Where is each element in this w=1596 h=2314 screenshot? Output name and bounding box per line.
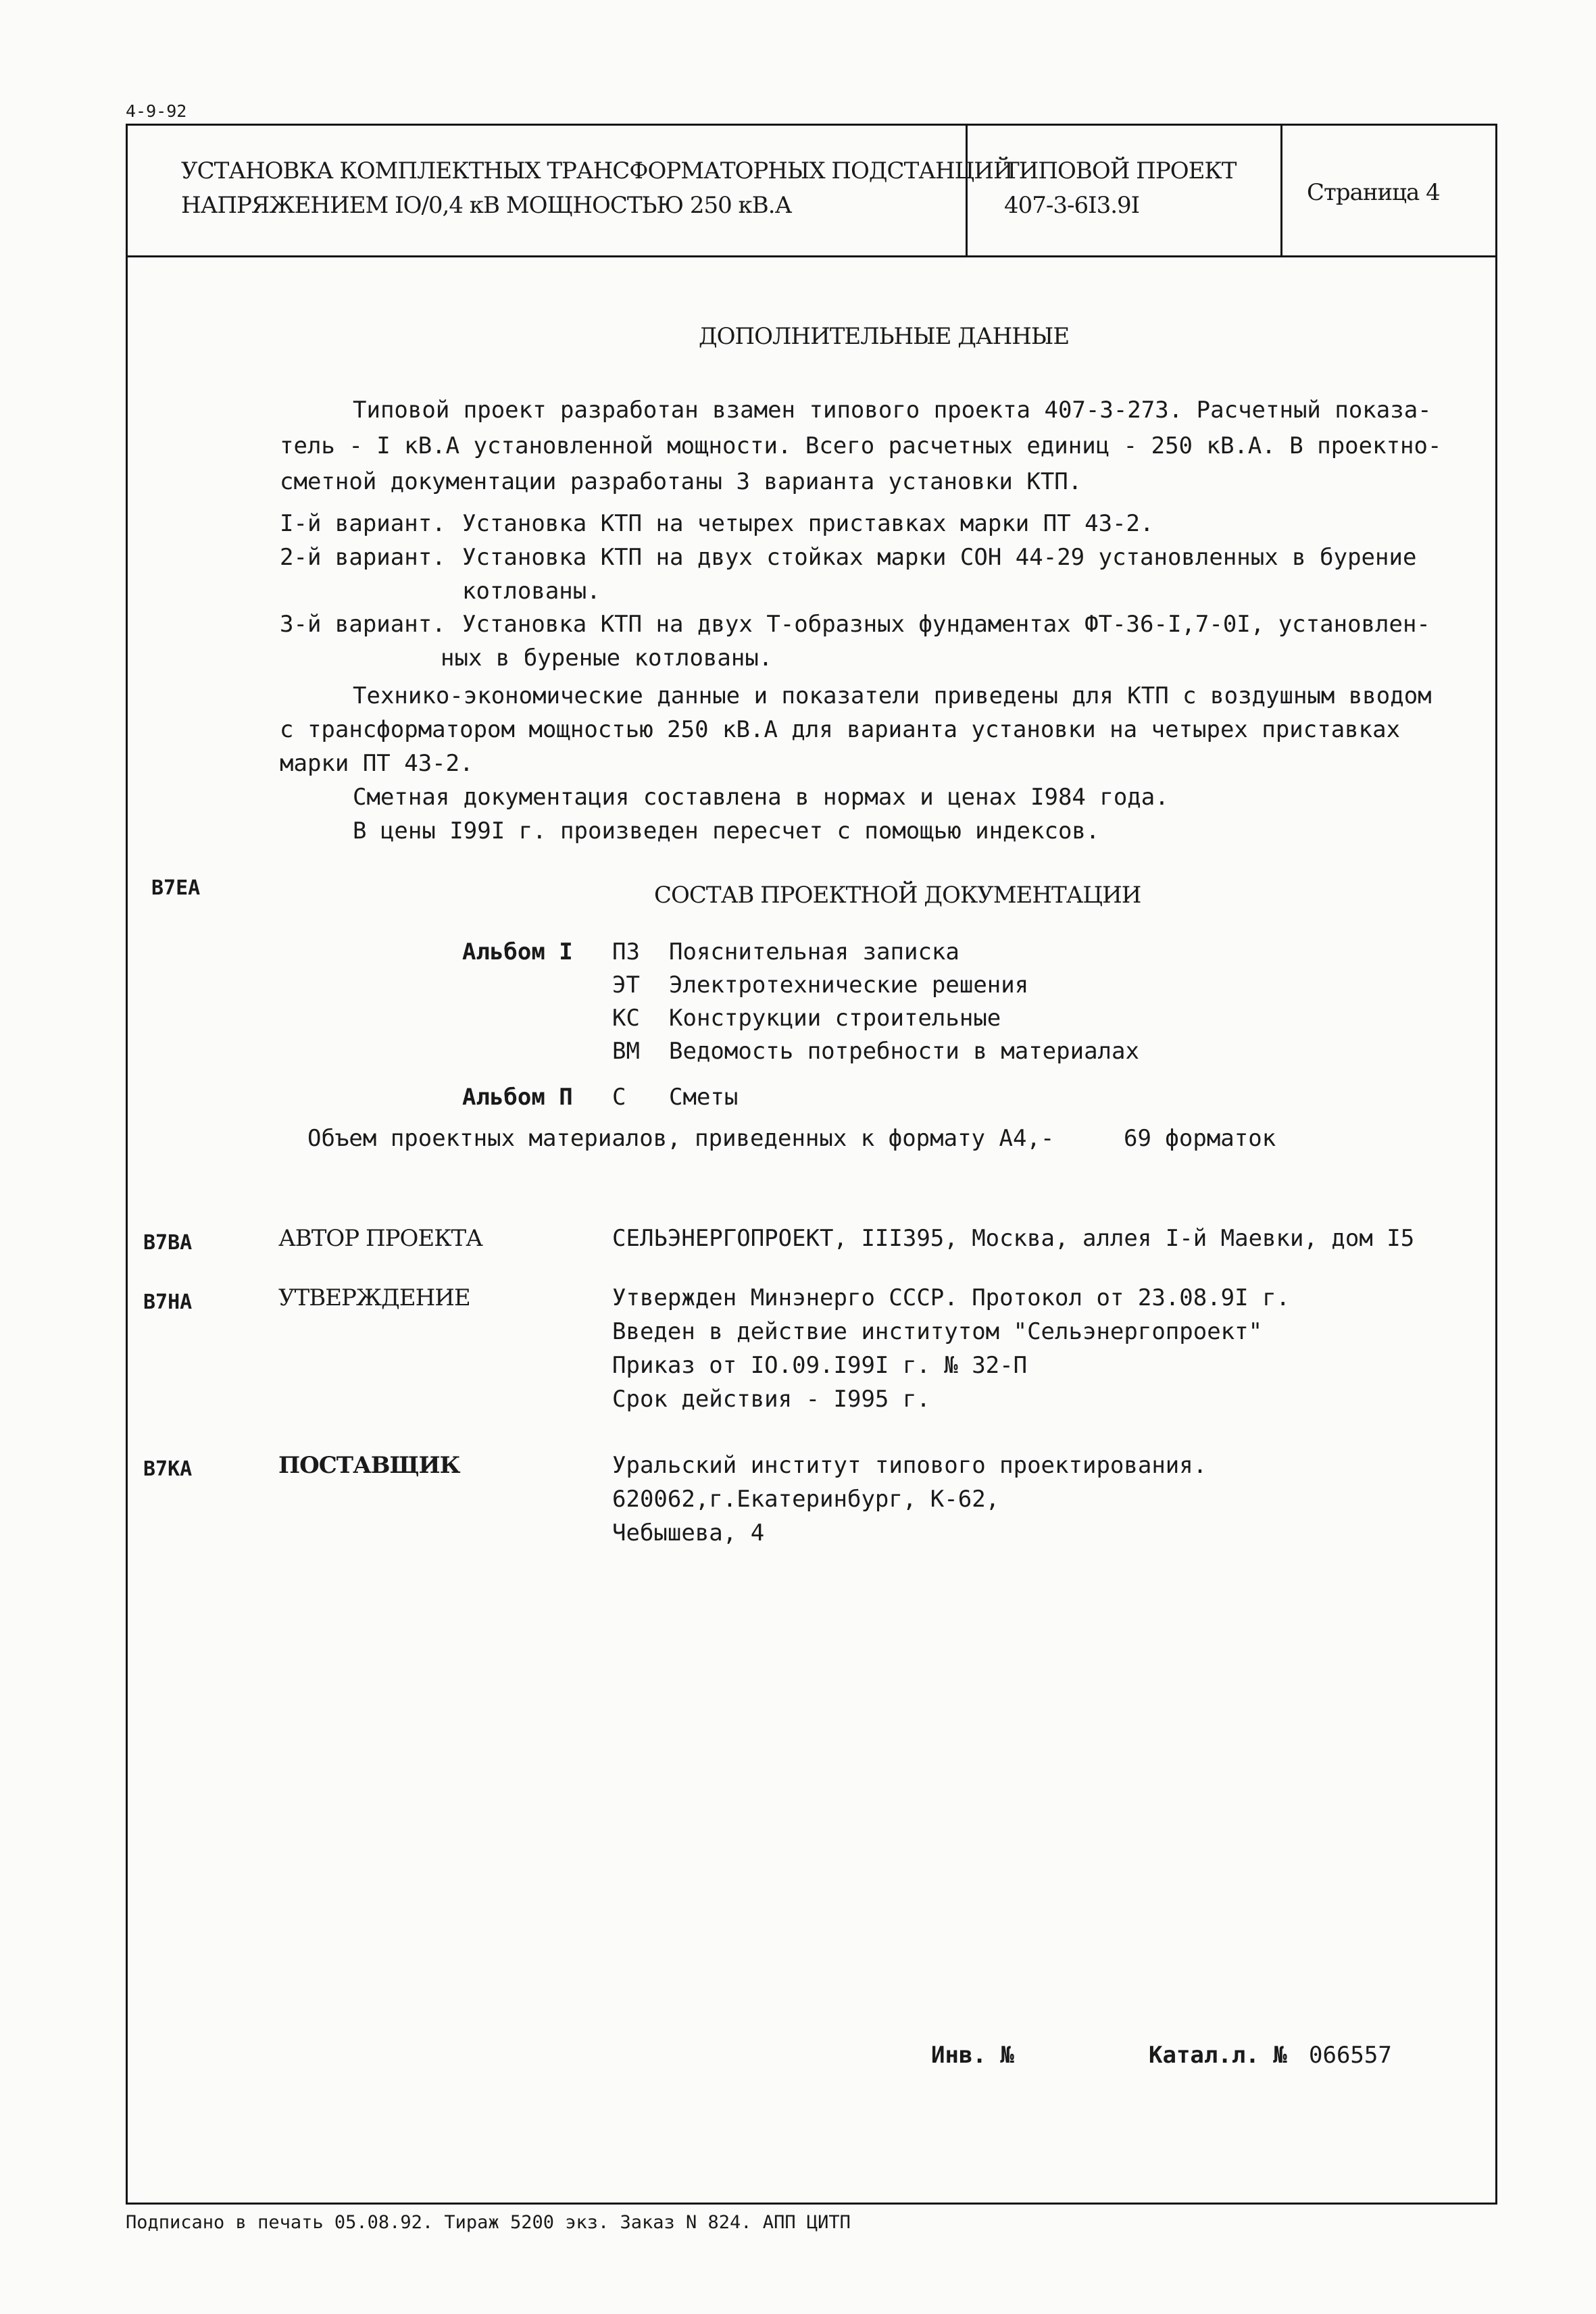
tech-line-2: с трансформатором мощностью 250 кВ.А для варианта установки на четырех приставках	[280, 716, 1401, 743]
album-1-item-1-code: ПЗ	[612, 938, 640, 965]
volume-line: Объем проектных материалов, приведенных к формату А4,-	[307, 1125, 1055, 1152]
composition-title: СОСТАВ ПРОЕКТНОЙ ДОКУМЕНТАЦИИ	[654, 882, 1141, 909]
album-2-item-1-name: Сметы	[669, 1084, 739, 1111]
corner-code: 4-9-92	[126, 101, 187, 121]
album-1-item-2-code: ЭТ	[612, 972, 640, 999]
intro-line-1: Типовой проект разработан взамен типового проекта 407-3-273. Расчетный показа-	[353, 397, 1432, 424]
frame-left	[126, 124, 128, 2205]
header-title-line2: НАПРЯЖЕНИЕМ IO/0,4 кВ МОЩНОСТЬЮ 250 кВ.А	[181, 192, 792, 219]
album-2-item-1-code: С	[612, 1084, 626, 1111]
approval-line-1: Утвержден Минэнерго СССР. Протокол от 23.08.9I г.	[612, 1284, 1291, 1311]
album-1-label: Альбом I	[462, 938, 573, 965]
supplier-line-2: 620062,г.Екатеринбург, К-62,	[612, 1486, 1000, 1513]
frame-top	[126, 124, 1497, 126]
estimate-line: Сметная документация составлена в нормах и ценах I984 года.	[353, 784, 1169, 811]
section-title: ДОПОЛНИТЕЛЬНЫЕ ДАННЫЕ	[699, 323, 1070, 350]
header-page-number: Страница 4	[1307, 179, 1440, 206]
album-1-item-1-name: Пояснительная записка	[669, 938, 959, 965]
album-1-item-3-code: КС	[612, 1005, 640, 1032]
variant-1-label: I-й вариант.	[280, 510, 446, 537]
code-b7ea: В7ЕА	[151, 876, 201, 900]
author-text: СЕЛЬЭНЕРГОПРОЕКТ, III395, Москва, аллея I-й Маевки, дом I5	[612, 1225, 1415, 1252]
header-project-label: ТИПОВОЙ ПРОЕКТ	[1004, 157, 1237, 184]
approval-line-4: Срок действия - I995 г.	[612, 1386, 930, 1413]
variant-3-label: 3-й вариант.	[280, 611, 446, 638]
supplier-label: ПОСТАВЩИК	[278, 1452, 460, 1479]
header-divider-1	[966, 124, 968, 256]
album-1-item-3-name: Конструкции строительные	[669, 1005, 1001, 1032]
volume-value: 69 форматок	[1124, 1125, 1276, 1152]
intro-line-2: тель - I кВ.А установленной мощности. Всего расчетных единиц - 250 кВ.А. В проектно-	[280, 432, 1442, 459]
variant-2-text-1: Установка КТП на двух стойках марки СОН 44-29 установленных в бурение	[462, 544, 1417, 571]
header-title-line1: УСТАНОВКА КОМПЛЕКТНЫХ ТРАНСФОРМАТОРНЫХ ПОДСТАНЦИЙ	[181, 157, 1013, 184]
catalog-label: Катал.л. №	[1149, 2042, 1287, 2069]
frame-right	[1495, 124, 1497, 2205]
approval-code: В7НА	[143, 1290, 193, 1314]
author-label: АВТОР ПРОЕКТА	[278, 1225, 482, 1252]
inv-label: Инв. №	[931, 2042, 1014, 2069]
catalog-number: 066557	[1309, 2042, 1392, 2069]
intro-line-3: сметной документации разработаны 3 варианта установки КТП.	[280, 468, 1082, 495]
variant-3-text-2: ных в буреные котлованы.	[441, 645, 773, 672]
prices-line: В цены I99I г. произведен пересчет с помощью индексов.	[353, 818, 1100, 845]
header-bottom-rule	[126, 255, 1497, 257]
tech-line-1: Технико-экономические данные и показатели приведены для КТП с воздушным вводом	[353, 682, 1432, 709]
supplier-line-1: Уральский институт типового проектирования.	[612, 1452, 1207, 1479]
album-2-label: Альбом П	[462, 1084, 573, 1111]
album-1-item-2-name: Электротехнические решения	[669, 972, 1029, 999]
frame-bottom	[126, 2203, 1497, 2205]
header-project-number: 407-3-6I3.9I	[1004, 192, 1140, 219]
tech-line-3: марки ПТ 43-2.	[280, 750, 474, 777]
footer-imprint: Подписано в печать 05.08.92. Тираж 5200 экз. Заказ N 824. АПП ЦИТП	[126, 2212, 851, 2233]
album-1-item-4-name: Ведомость потребности в материалах	[669, 1038, 1139, 1065]
variant-3-text-1: Установка КТП на двух Т-образных фундаментах ФТ-36-I,7-0I, установлен-	[462, 611, 1430, 638]
variant-2-text-2: котлованы.	[462, 578, 601, 605]
album-1-item-4-code: ВМ	[612, 1038, 640, 1065]
variant-2-label: 2-й вариант.	[280, 544, 446, 571]
approval-label: УТВЕРЖДЕНИЕ	[278, 1284, 470, 1311]
supplier-code: В7КА	[143, 1457, 193, 1481]
header-divider-2	[1280, 124, 1282, 256]
approval-line-2: Введен в действие институтом "Сельэнергопроект"	[612, 1318, 1263, 1345]
variant-1-text: Установка КТП на четырех приставках марки ПТ 43-2.	[462, 510, 1154, 537]
author-code: В7ВА	[143, 1231, 193, 1255]
approval-line-3: Приказ от IO.09.I99I г. № 32-П	[612, 1352, 1028, 1379]
supplier-line-3: Чебышева, 4	[612, 1519, 765, 1546]
